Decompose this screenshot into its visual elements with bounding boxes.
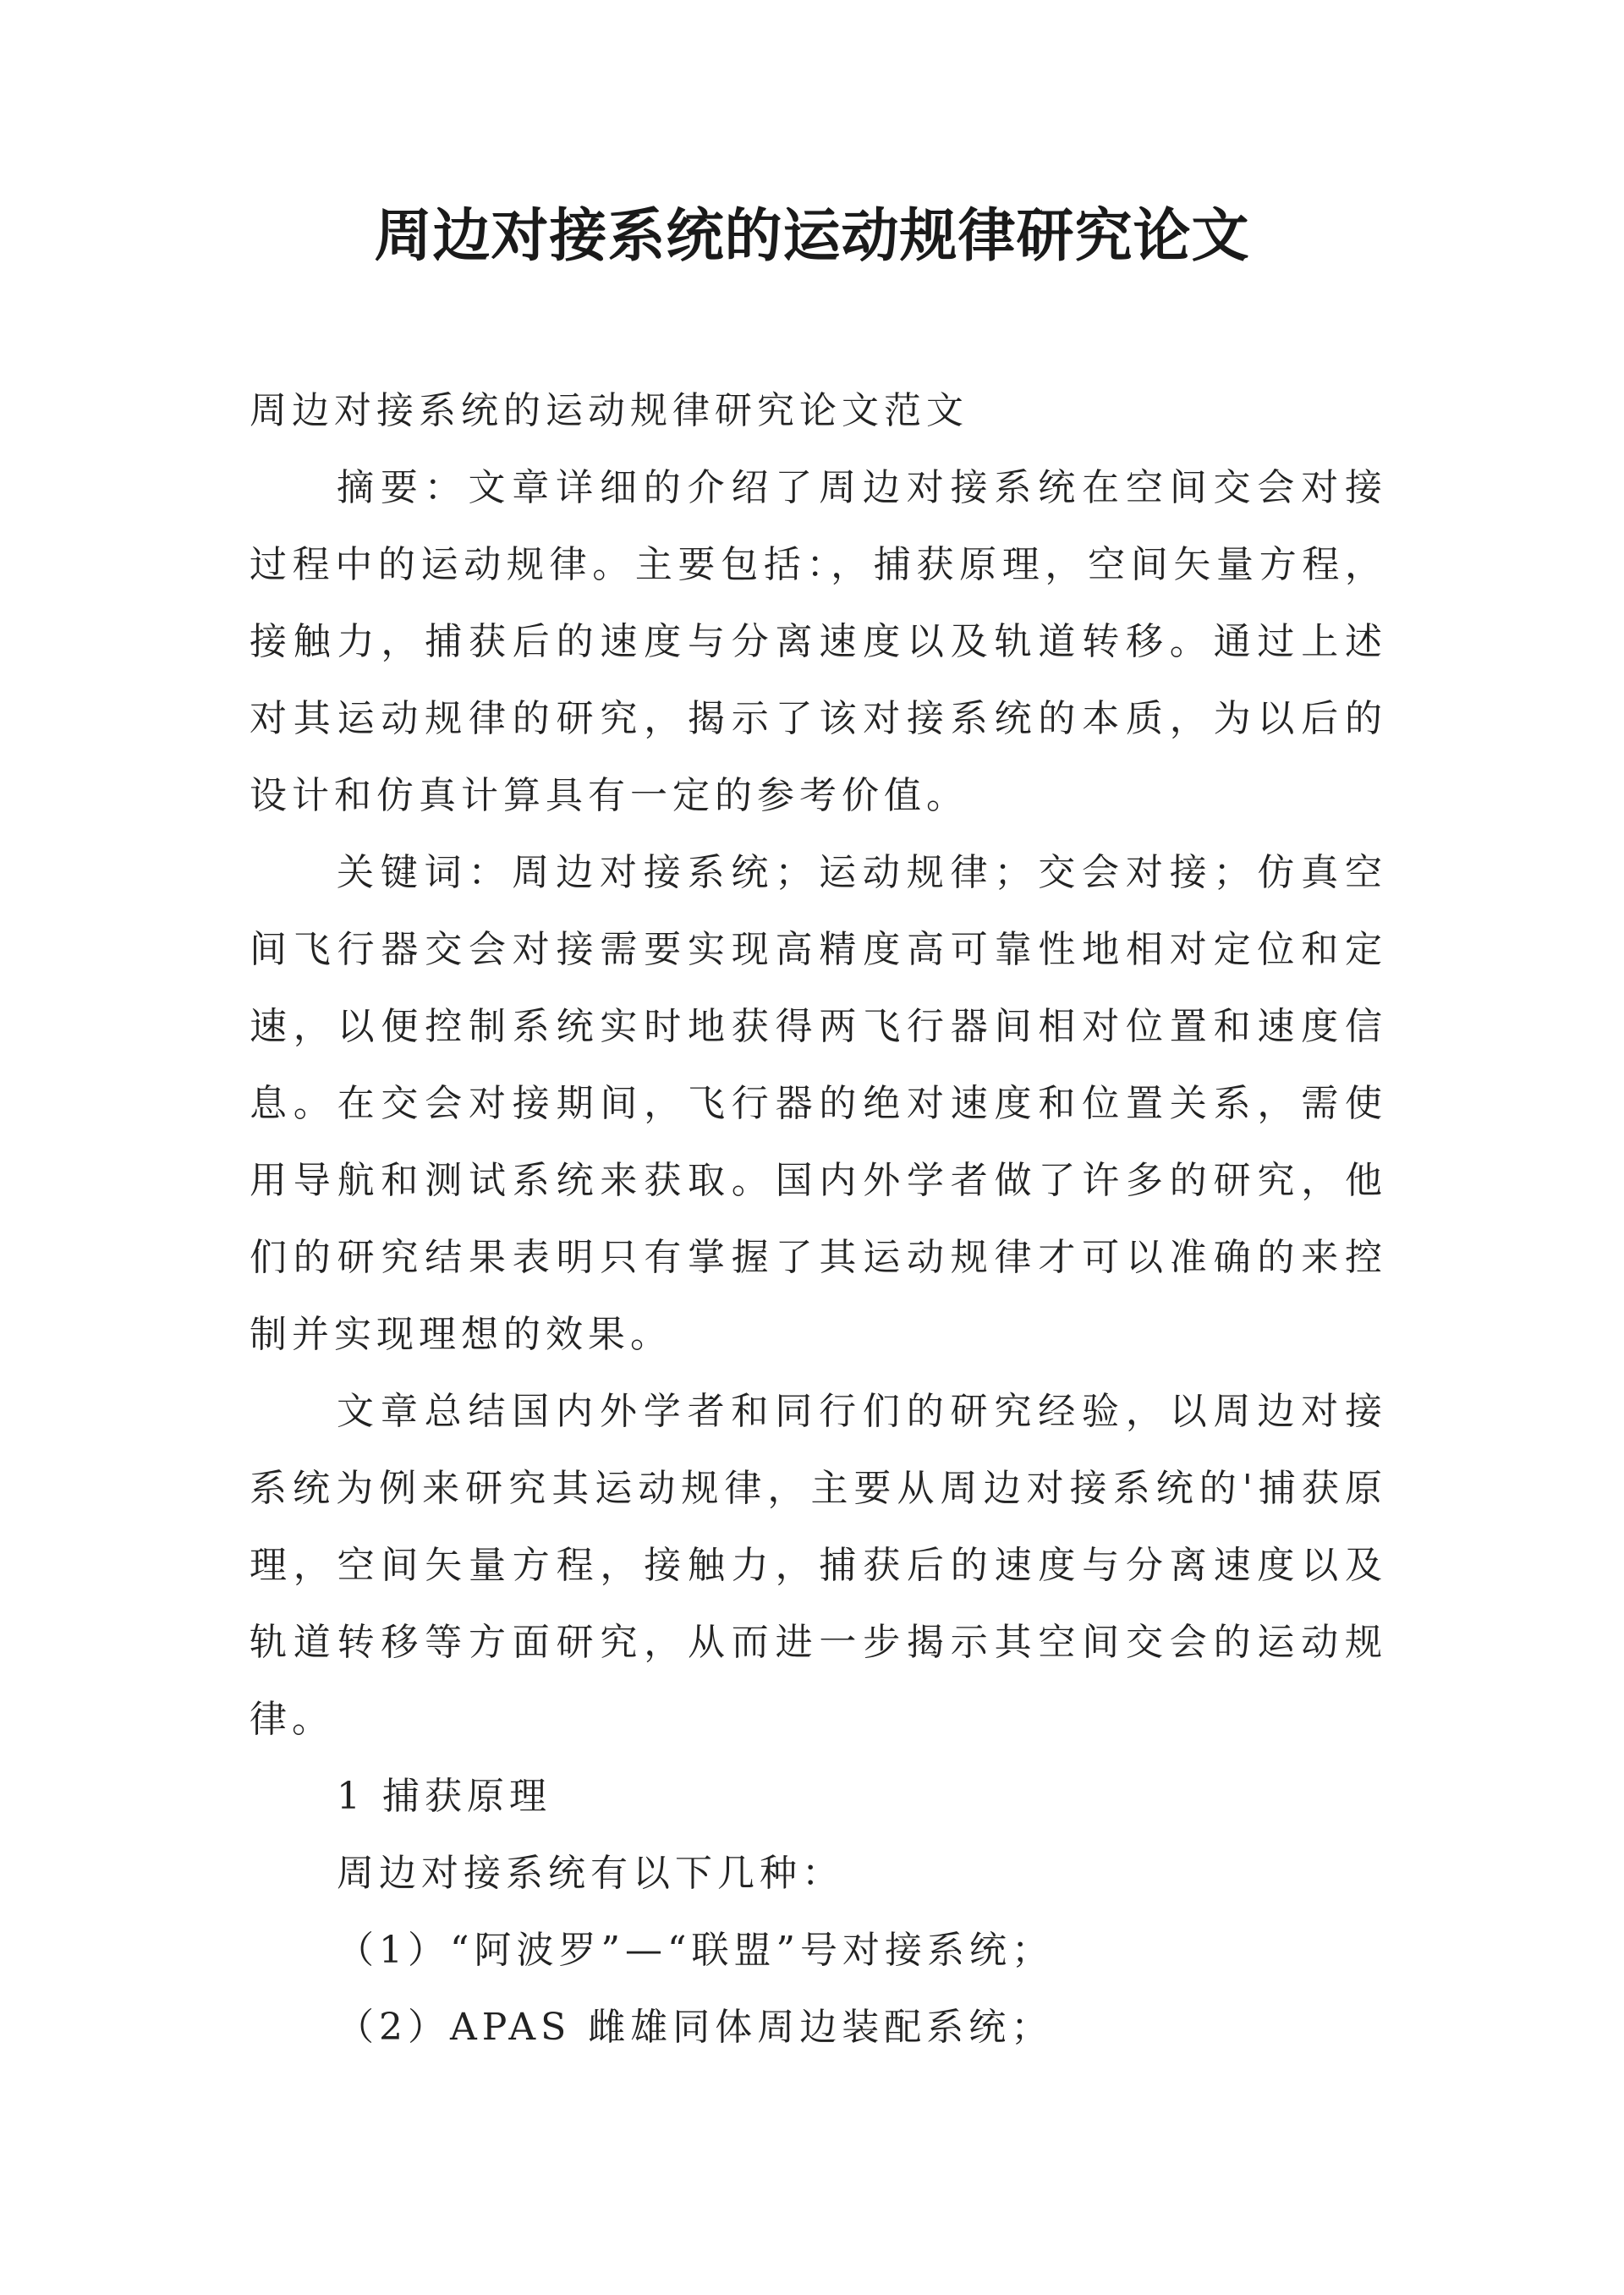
keywords-paragraph: 关键词：周边对接系统；运动规律；交会对接；仿真空间飞行器交会对接需要实现高精度高可靠性地相对定位和定速，以便控制系统实时地获得两飞行器间相对位置和速度信息。在交会对接期间，飞行器的绝对速度和位置关系，需使用导航和测试系统来获取。国内外学者做了许多的研究，他们的研究结果表明只有掌握了其运动规律才可以准确的来控制并实现理想的效果。 — [250, 851, 1387, 1356]
section-lead: 周边对接系统有以下几种： — [337, 1852, 844, 1895]
document-title: 周边对接系统的运动规律研究论文 — [374, 203, 1250, 270]
list-item: （1）“阿波罗”—“联盟”号对接系统； — [337, 1929, 1054, 1972]
abstract-paragraph: 摘要：文章详细的介绍了周边对接系统在空间交会对接过程中的运动规律。主要包括：，捕获原理，空间矢量方程，接触力，捕获后的速度与分离速度以及轨道转移。通过上述对其运动规律的研究，揭示了该对接系统的本质，为以后的设计和仿真计算具有一定的参考价值。 — [250, 466, 1387, 817]
intro-paragraph: 文章总结国内外学者和同行们的研究经验，以周边对接系统为例来研究其运动规律，主要从周边对接系统的'捕获原理，空间矢量方程，接触力，捕获后的速度与分离速度以及轨道转移等方面研究，从而进一步揭示其空间交会的运动规律。 — [250, 1390, 1387, 1741]
list-item: （2）APAS 雌雄同体周边装配系统； — [337, 2006, 1054, 2049]
document-subtitle: 周边对接系统的运动规律研究论文范文 — [250, 389, 968, 432]
section-heading: 1 捕获原理 — [337, 1775, 551, 1818]
document-body — [250, 372, 1387, 2066]
